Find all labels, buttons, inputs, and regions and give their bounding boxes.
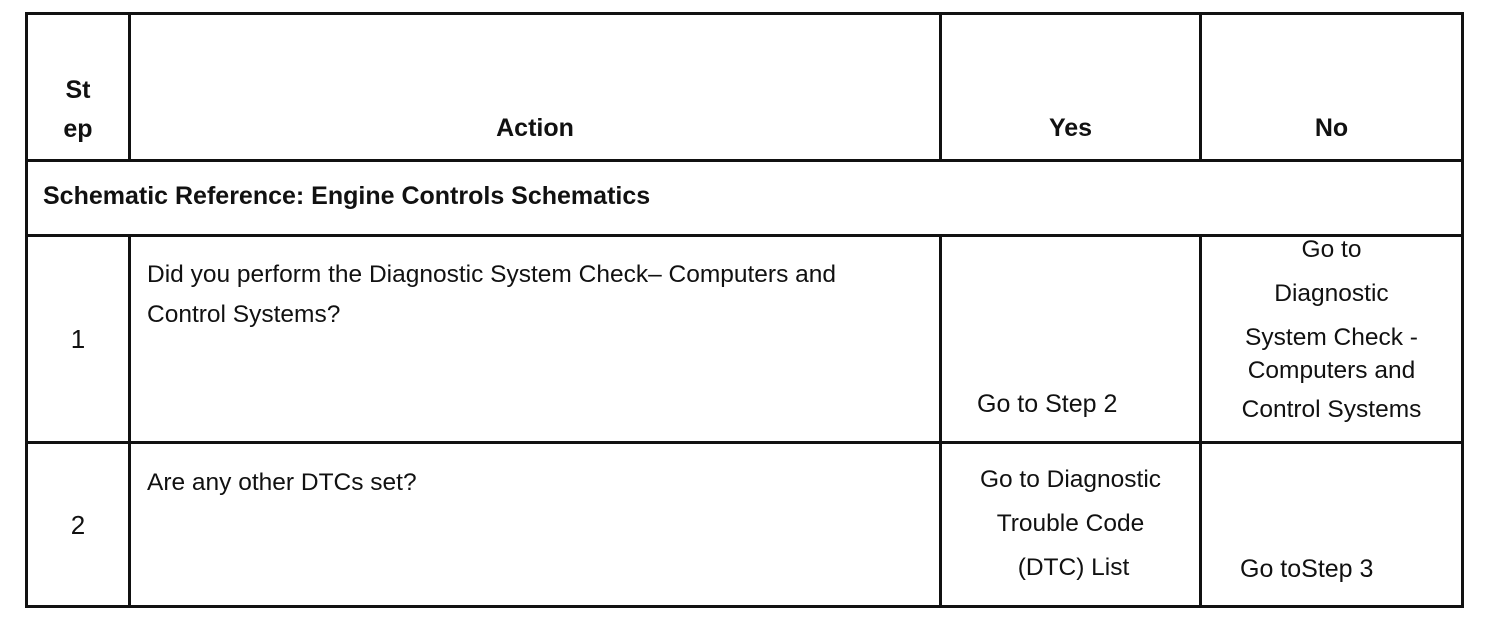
step-header-label: St ep <box>63 76 93 143</box>
step-number: 2 <box>70 510 86 540</box>
reference-row <box>27 161 1463 236</box>
no-column-header <box>1201 14 1463 161</box>
yes-cell <box>941 443 1201 607</box>
yes-result: Go to Step 2 <box>977 390 1118 418</box>
action-column-header <box>130 14 941 161</box>
no-line: System Check - <box>1245 324 1418 351</box>
no-header-label: No <box>1314 114 1349 142</box>
no-cell <box>1201 443 1463 607</box>
yes-column-header <box>941 14 1201 161</box>
yes-line: Go to Diagnostic <box>979 466 1162 493</box>
header-row <box>27 14 1463 161</box>
no-result: Go toStep 3 <box>1240 555 1374 583</box>
step-column-header <box>27 14 130 161</box>
yes-line: Trouble Code <box>996 510 1145 537</box>
action-text: Are any other DTCs set? <box>147 469 417 496</box>
table-row <box>27 236 1463 443</box>
action-cell <box>130 443 941 607</box>
action-text: Did you perform the Diagnostic System Check– Computers and Control Systems? <box>147 261 837 328</box>
yes-header-label: Yes <box>1048 114 1093 142</box>
diagnostic-table <box>25 12 1464 608</box>
schematic-reference: Schematic Reference: Engine Controls Schematics <box>43 182 651 210</box>
no-line: Control Systems <box>1241 396 1422 423</box>
yes-cell <box>941 236 1201 443</box>
action-header-label: Action <box>496 114 574 142</box>
no-line: Go to <box>1301 236 1362 263</box>
step-cell <box>27 236 130 443</box>
step-number: 1 <box>70 324 86 354</box>
no-cell <box>1201 236 1463 443</box>
no-line: Diagnostic <box>1274 280 1389 307</box>
step-cell <box>27 443 130 607</box>
reference-cell <box>27 161 1463 236</box>
table-row <box>27 443 1463 607</box>
action-cell <box>130 236 941 443</box>
yes-line: (DTC) List <box>1017 554 1130 581</box>
no-line: Computers and <box>1247 357 1416 384</box>
